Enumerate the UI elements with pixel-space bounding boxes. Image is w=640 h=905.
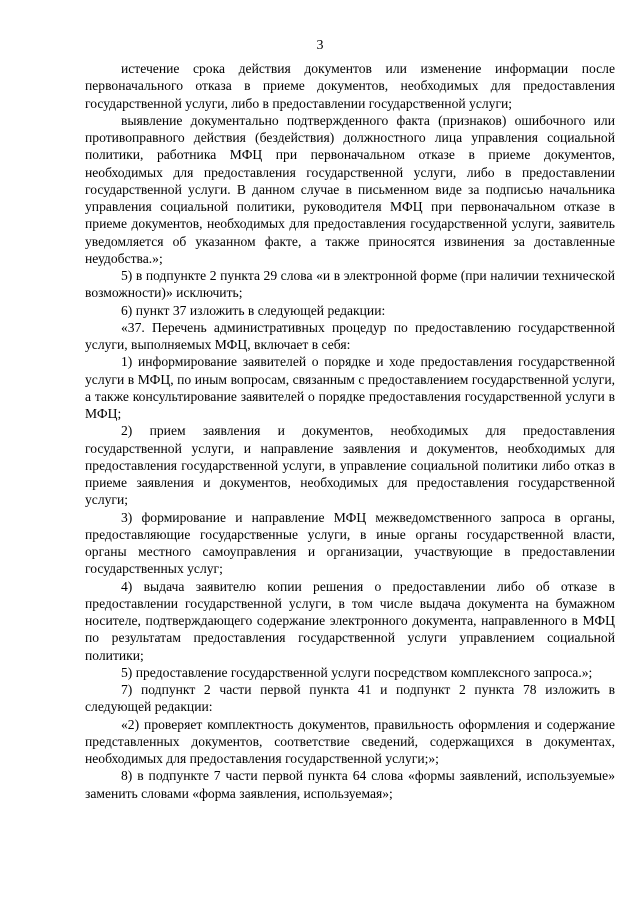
paragraph-clause-37-item-5: 5) предоставление государственной услуги посредством комплексного запроса.»; — [121, 664, 593, 680]
paragraph-subitem-2-text: «2) проверяет комплектность документов, правильность оформления и содержание представленных документов, соответствие сведений, содержащихся в документах, необходимых для предоставления государственной услуги;»; — [85, 716, 615, 766]
document-body — [85, 60, 615, 802]
paragraph-document-expiry: истечение срока действия документов или изменение информации после первоначального отказа в приеме документов, необходимых для предоставления государственной услуги, либо в предоставлении государственной услуги; — [85, 61, 615, 111]
page-number: 3 — [316, 38, 324, 53]
paragraph-clause-37-item-1: 1) информирование заявителей о порядке и ходе предоставления государственной услуги в МФЦ, по иным вопросам, связанным с предоставлением государственной услуги, а также консультирование заявителей о порядке предоставления государственной услуги в МФЦ; — [85, 354, 615, 421]
paragraph-item-8-amendment: 8) в подпункте 7 части первой пункта 64 слова «формы заявлений, используемые» заменить словами «форма заявления, используемая»; — [85, 768, 615, 801]
paragraph-error-detection: выявление документально подтвержденного факта (признаков) ошибочного или противоправного действия (бездействия) должностного лица управления социальной политики, работника МФЦ при первоначальном отказе в приеме документов, необходимых для предоставления государственной услуги, либо в предоставлении государственной услуги. В данном случае в письменном виде за подписью начальника управления социальной политики, руководителя МФЦ при первоначальном отказе в приеме документов, необходимых для предоставления государственной услуги, заявитель уведомляется об указанном факте, а также приносятся извинения за доставленные неудобства.»; — [85, 112, 615, 266]
paragraph-item-6-amendment: 6) пункт 37 изложить в следующей редакции: — [121, 302, 386, 318]
paragraph-item-7-amendment: 7) подпункт 2 части первой пункта 41 и подпункт 2 пункта 78 изложить в следующей редакции: — [85, 682, 615, 715]
paragraph-clause-37-intro: «37. Перечень административных процедур по предоставлению государственной услуги, выполняемых МФЦ, включает в себя: — [85, 319, 615, 352]
paragraph-item-5-amendment: 5) в подпункте 2 пункта 29 слова «и в электронной форме (при наличии технической возможности)» исключить; — [85, 268, 615, 301]
paragraph-clause-37-item-2: 2) прием заявления и документов, необходимых для предоставления государственной услуги, и направление заявления и документов, необходимых для предоставления государственной услуги, в управление социальной политики либо отказ в приеме заявления и документов, необходимых для предоставления государственной услуги; — [85, 423, 615, 508]
paragraph-clause-37-item-3: 3) формирование и направление МФЦ межведомственного запроса в органы, предоставляющие государственные услуги, в иные органы государственной власти, органы местного самоуправления и организации, участвующие в предоставлении государственных услуг; — [85, 509, 615, 577]
paragraph-clause-37-item-4: 4) выдача заявителю копии решения о предоставлении либо об отказе в предоставлении государственной услуги, в том числе выдача документа на бумажном носителе, подтверждающего содержание электронного документа, направленного в МФЦ по результатам предоставления государственной услуги управлением социальной политики; — [85, 578, 615, 663]
